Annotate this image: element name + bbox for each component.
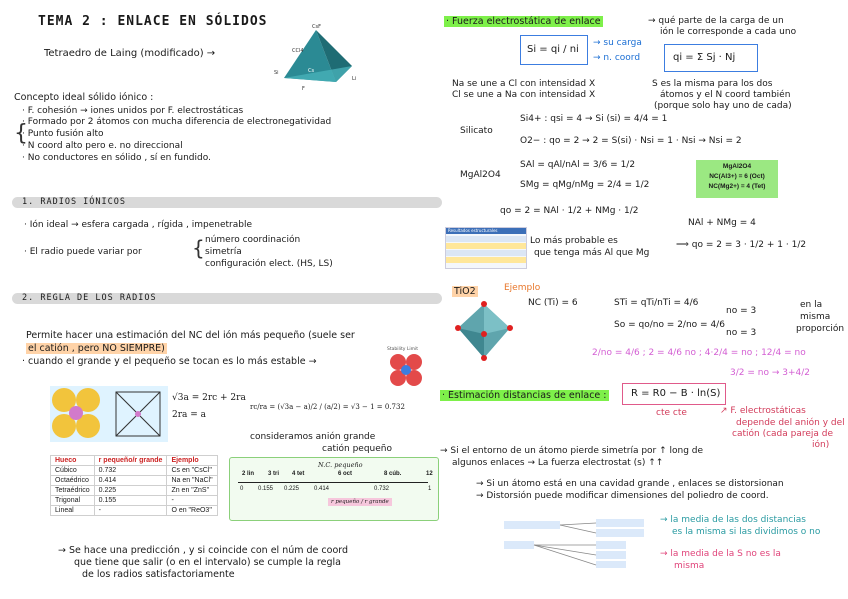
- laing-caption: Tetraedro de Laing (modificado) →: [44, 48, 216, 59]
- prediccion-2: que tiene que salir (o en el intervalo) se cumple la regla: [74, 557, 341, 568]
- laing-label-ccl4: CCl4: [292, 48, 304, 54]
- prop-2: · Formado por 2 átomos con mucha diferencia de electronegatividad: [22, 117, 332, 127]
- f-desc-1: depende del anión y del: [736, 418, 845, 428]
- laing-label-csf: CsF: [312, 24, 321, 30]
- laing-label-cs: Cs: [308, 68, 315, 74]
- cavidad-2: → Distorsión puede modificar dimensiones del poliedro de coord.: [476, 491, 769, 501]
- ejemplo-label: Ejemplo: [504, 283, 541, 293]
- si-line: Si4+ : qsi = 4 → Si (si) = 4/4 = 1: [520, 114, 668, 124]
- nc-axis: [238, 482, 428, 483]
- mgal2o4-box: MgAl2O4 NC(Al3+) = 6 (Oct) NC(Mg2+) = 4 (Tet): [696, 160, 778, 198]
- cation-pequeno: catión pequeño: [322, 444, 392, 454]
- radio-opt-1: número coordinación: [205, 235, 301, 245]
- na-line-5: (porque solo hay uno de cada): [654, 101, 792, 111]
- equation-2: 2ra = a: [172, 410, 207, 420]
- bond-distances-diagram: [500, 515, 650, 569]
- consideramos: consideramos anión grande: [250, 432, 376, 442]
- laing-label-si: Si: [274, 70, 279, 76]
- f-desc-2: catión (cada pareja de: [732, 429, 834, 439]
- qo-line: qo = 2 = NAl · 1/2 + NMg · 1/2: [500, 206, 639, 216]
- permite-line-2: el catión , pero NO SIEMPRE): [28, 343, 165, 354]
- n-coord: → n. coord: [593, 53, 641, 63]
- misma-3: proporción: [796, 324, 845, 334]
- sti-line: STi = qTi/nTi = 4/6: [614, 298, 699, 308]
- prop-4: · N coord alto pero e. no direccional: [22, 141, 183, 151]
- equation-3: rc/ra = (√3a − a)/2 / (a/2) = √3 − 1 = 0.732: [250, 403, 405, 411]
- prop-5: · No conductores en sólido , sí en fundido.: [22, 153, 211, 163]
- su-carga: → su carga: [593, 38, 642, 48]
- radius-ratio-table: Hueco r pequeño/r grande Ejemplo Cúbico 0.732 Cs en "CsCl" Octaédrico 0.414 Na en "NaCl" Tetraédrico 0.225 Zn en "ZnS" Trigonal 0.155 - Lineal - O en "ReO3": [50, 455, 218, 516]
- r-formula-box: R = R0 − B · ln(S): [622, 383, 726, 405]
- mag-line-1: 2/no = 4/6 ; 2 = 4/6 no ; 4·2/4 = no ; 12/4 = no: [592, 348, 806, 358]
- th-ratio: r pequeño/r grande: [94, 456, 167, 466]
- nc-ratio-label: r pequeño / r grande: [328, 498, 392, 506]
- cavidad-1: → Si un átomo está en una cavidad grande , enlaces se distorsionan: [476, 479, 784, 489]
- laing-tetrahedron: [272, 22, 360, 92]
- stability-diagram: [386, 352, 426, 388]
- so-line: So = qo/no = 2/no = 4/6: [614, 320, 725, 330]
- na-line-2: Cl se une a Na con intensidad X: [452, 90, 596, 100]
- prop-3: · Punto fusión alto: [22, 129, 104, 139]
- page-title: TEMA 2 : ENLACE EN SÓLIDOS: [38, 14, 268, 29]
- stability-label: Stability Limit: [387, 347, 418, 352]
- permite-line-1: Permite hacer una estimación del NC del ión más pequeño (suele ser: [26, 330, 355, 341]
- laing-label-f: F: [302, 86, 305, 92]
- probable-3: ⟹ qo = 2 = 3 · 1/2 + 1 · 1/2: [676, 240, 807, 250]
- na-line-1: Na se une a Cl con intensidad X: [452, 79, 596, 89]
- entorno-2: algunos enlaces → La fuerza electrostat (s) ↑↑: [452, 458, 664, 468]
- sal-line: SAl = qAl/nAl = 3/6 = 1/2: [520, 160, 636, 170]
- na-line-3: S es la misma para los dos: [652, 79, 773, 89]
- no3-line-2: no = 3: [726, 328, 757, 338]
- th-ejemplo: Ejemplo: [167, 456, 217, 466]
- concepto-heading: Concepto ideal sólido iónico :: [14, 92, 154, 103]
- equation-1: √3a = 2rc + 2ra: [172, 393, 246, 403]
- tio2-label: TiO2: [454, 286, 476, 297]
- mag-line-2: 3/2 = no → 3+4/2: [730, 368, 810, 378]
- misma-1: en la: [800, 300, 823, 310]
- entorno-1: → Si el entorno de un átomo pierde simetría por ↑ long de: [440, 446, 704, 456]
- nc-number-line: N.C. pequeño 2 lin 3 tri 4 tet 6 oct 8 cúb. 12 0 0.155 0.225 0.414 0.732 1 r pequeño / r grande: [229, 457, 439, 521]
- fuerza-heading: · Fuerza electrostática de enlace: [446, 16, 601, 27]
- na-line-4: átomos y el N coord también: [660, 90, 791, 100]
- prediccion-1: → Se hace una predicción , y si coincide con el núm de coord: [58, 545, 349, 556]
- th-hueco: Hueco: [51, 456, 95, 466]
- fuerza-desc-2: ión le corresponde a cada uno: [660, 27, 797, 37]
- cubic-packing-image: [50, 386, 168, 442]
- media-3: → la media de la S no es la: [660, 549, 781, 559]
- brace: {: [192, 236, 205, 260]
- media-1: → la media de las dos distancias: [660, 515, 806, 525]
- probable-2: que tenga más Al que Mg: [534, 248, 650, 258]
- media-2: es la misma si las dividimos o no: [672, 527, 821, 537]
- nal-nmg-line: NAl + NMg = 4: [688, 218, 756, 228]
- ion-ideal: · Ión ideal → esfera cargada , rígida , impenetrable: [24, 220, 253, 230]
- radio-opt-2: simetría: [205, 247, 242, 257]
- si-formula-box: Si = qi / ni: [520, 35, 588, 65]
- f-elec: ↗ F. electrostáticas: [720, 406, 806, 416]
- prop-1: · F. cohesión → iones unidos por F. electrostáticas: [22, 106, 244, 116]
- structural-results-image: Resultados estructurales: [445, 227, 527, 269]
- smg-line: SMg = qMg/nMg = 2/4 = 1/2: [520, 180, 650, 190]
- nc-title: N.C. pequeño: [318, 461, 363, 469]
- estimacion-heading: · Estimación distancias de enlace :: [442, 390, 607, 401]
- media-4: misma: [674, 561, 705, 571]
- no3-line-1: no = 3: [726, 306, 757, 316]
- fuerza-desc-1: → qué parte de la carga de un: [648, 16, 784, 26]
- probable-1: Lo más probable es: [530, 236, 618, 246]
- nc-ti: NC (Ti) = 6: [528, 298, 578, 308]
- radio-opt-3: configuración elect. (HS, LS): [205, 259, 333, 269]
- radio-varia: · El radio puede variar por: [24, 247, 142, 257]
- misma-2: misma: [800, 312, 831, 322]
- laing-label-li: Li: [352, 76, 357, 82]
- brace: {: [14, 121, 28, 146]
- tio2-octahedron: [452, 300, 516, 362]
- cuando-line: · cuando el grande y el pequeño se tocan es lo más estable →: [22, 356, 317, 367]
- section-regla-radios: 2. REGLA DE LOS RADIOS: [12, 293, 442, 304]
- qi-formula-box: qi = Σ Sj · Nj: [664, 44, 758, 72]
- prediccion-3: de los radios satisfactoriamente: [82, 569, 235, 580]
- silicato-label: Silicato: [460, 126, 493, 136]
- o-line: O2− : qo = 2 → 2 = S(si) · Nsi = 1 · Nsi → Nsi = 2: [520, 136, 742, 146]
- f-desc-3: ión): [812, 440, 830, 450]
- mgal2o4-label: MgAl2O4: [460, 170, 501, 180]
- section-radios-ionicos: 1. RADIOS IÓNICOS: [12, 197, 442, 208]
- cte-labels: cte cte: [656, 408, 687, 418]
